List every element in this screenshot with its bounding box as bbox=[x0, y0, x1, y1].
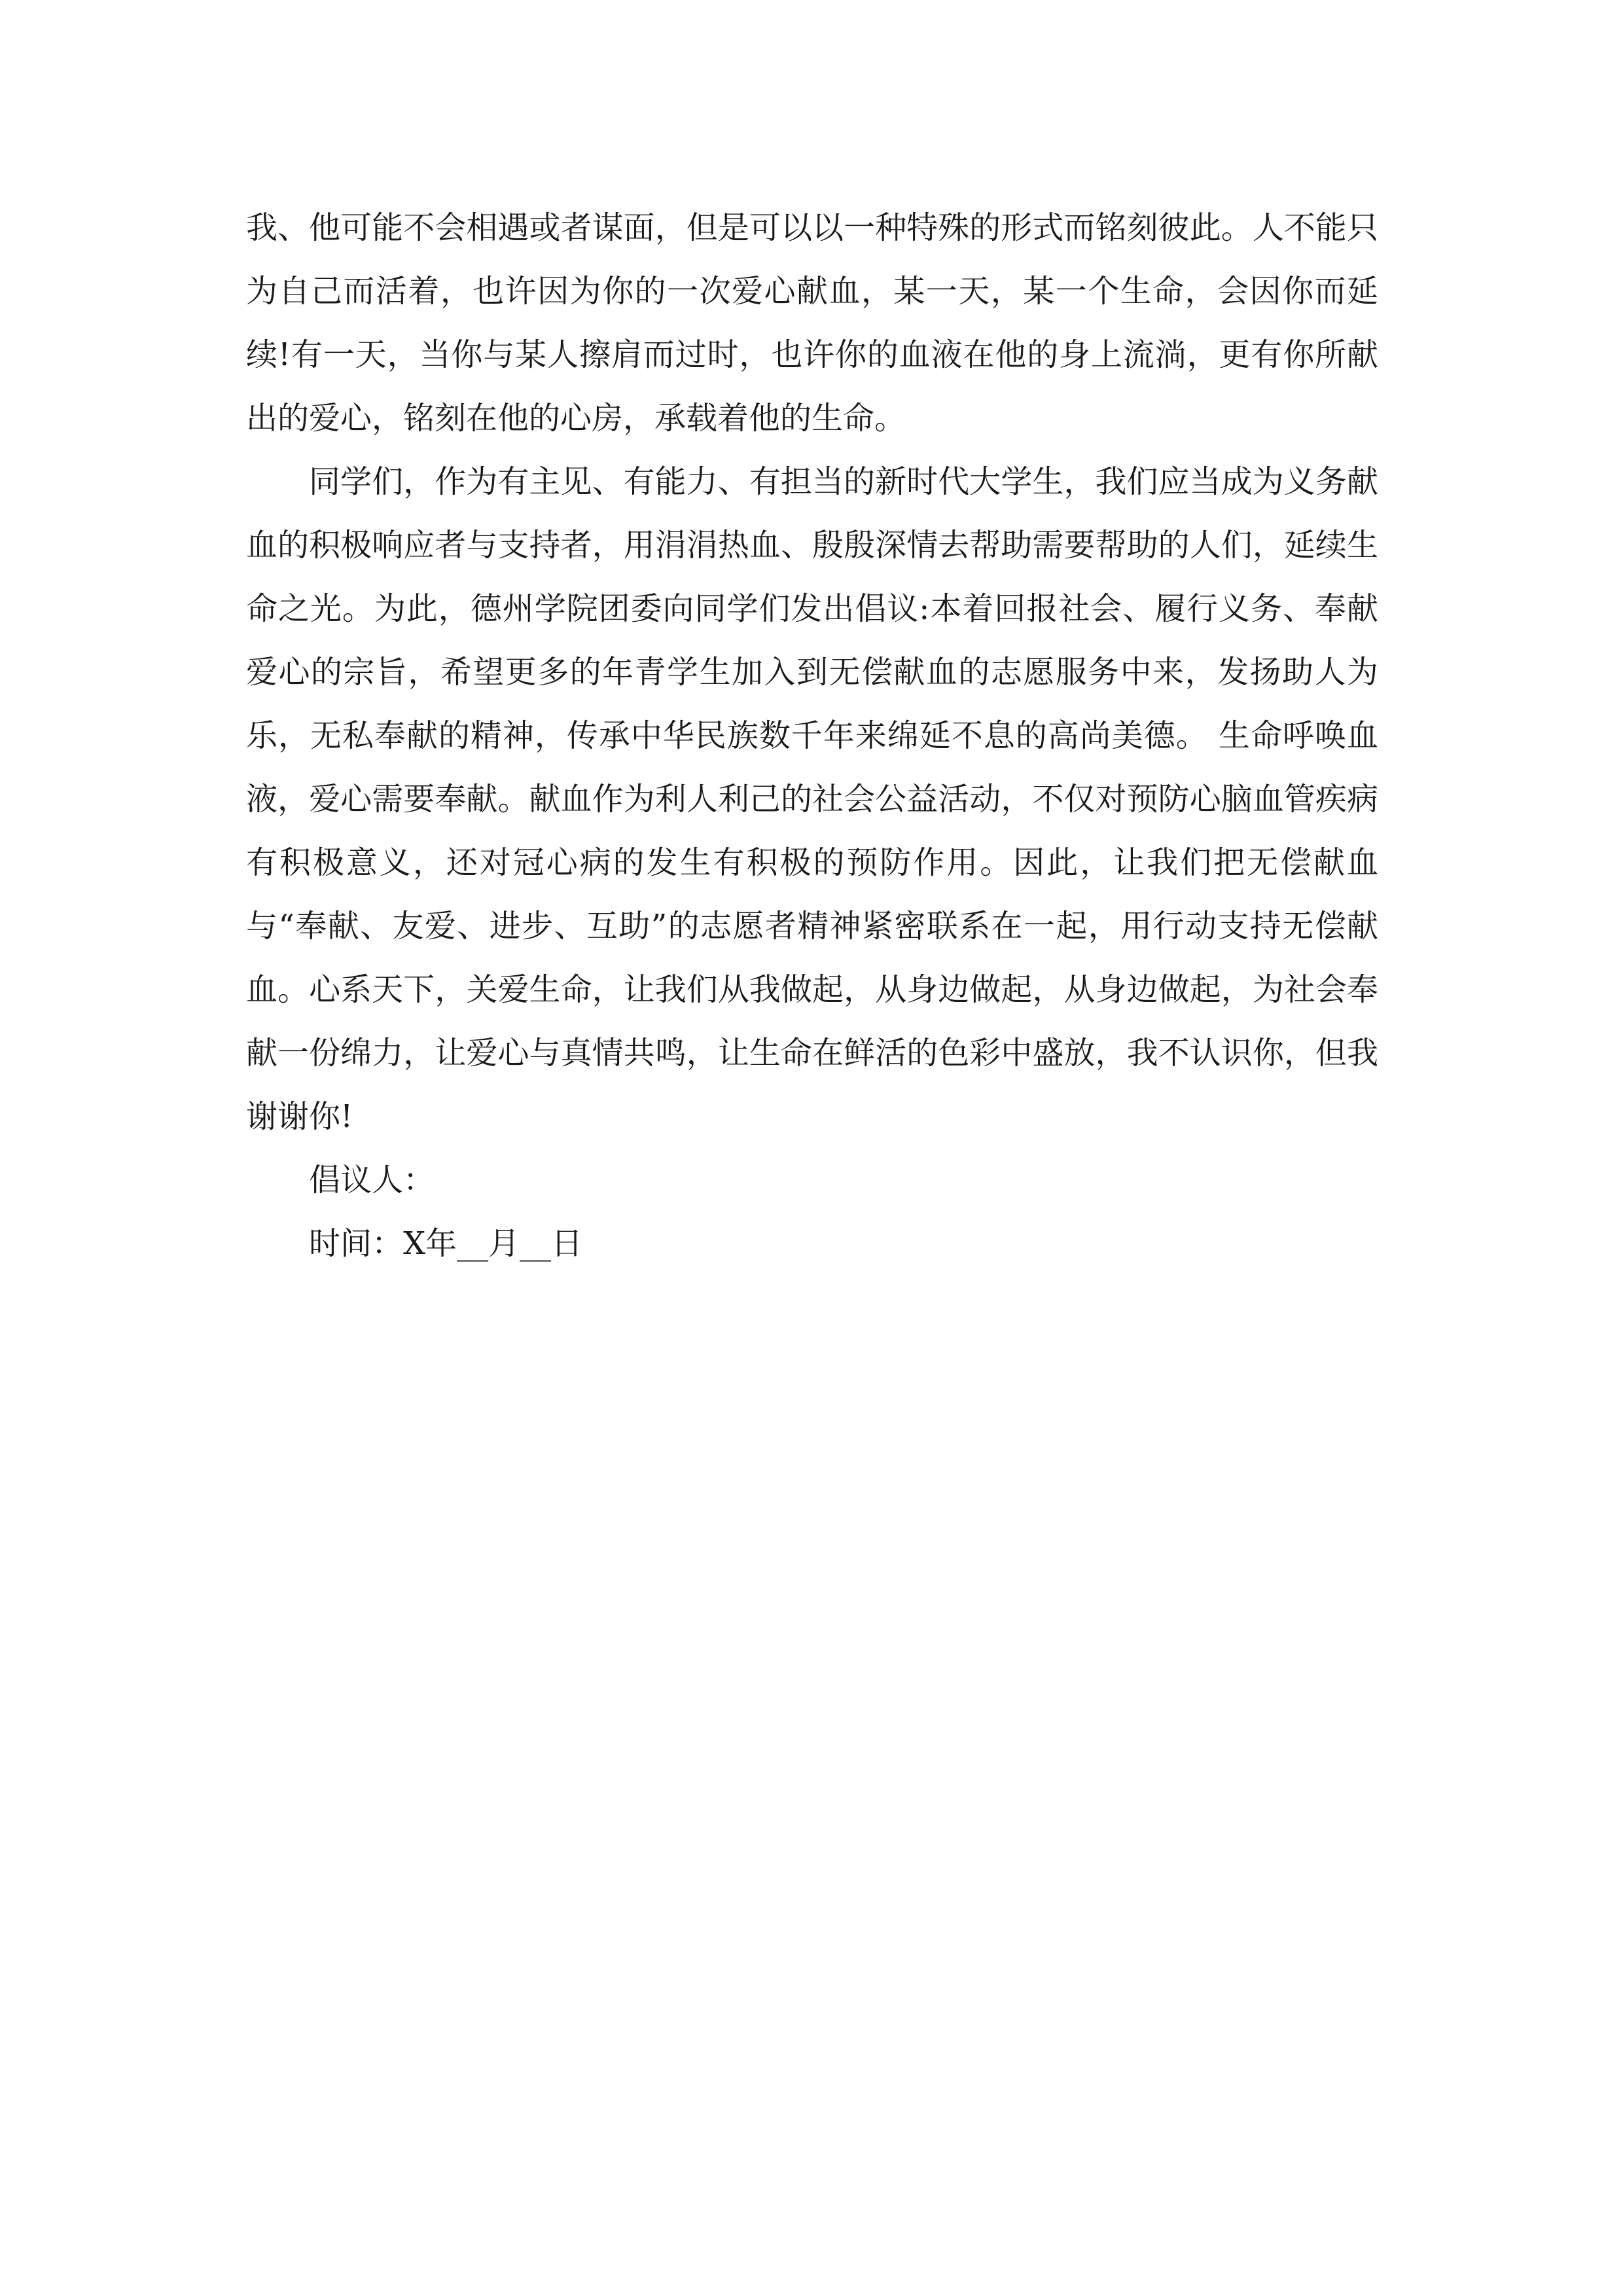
paragraph-2: 同学们，作为有主见、有能力、有担当的新时代大学生，我们应当成为义务献血的积极响应者与支持者，用涓涓热血、殷殷深情去帮助需要帮助的人们，延续生命之光。为此，德州学院团委向同学们发出倡议:本着回报社会、履行义务、奉献爱心的宗旨，希望更多的年青学生加入到无偿献血的志愿服务中来，发扬助人为乐，无私奉献的精神，传承中华民族数千年来绵延不息的高尚美德。 生命呼唤血液，爱心需要奉献。献血作为利人利己的社会公益活动，不仅对预防心脑血管疾病有积极意义，还对冠心病的发生有积极的预防作用。因此，让我们把无偿献血与“奉献、友爱、进步、互助”的志愿者精神紧密联系在一起，用行动支持无偿献血。心系天下，关爱生命，让我们从我做起，从身边做起，从身边做起，为社会奉献一份绵力，让爱心与真情共鸣，让生命在鲜活的色彩中盛放，我不认识你，但我谢谢你! bbox=[246, 463, 1378, 1135]
paragraph-1: 我、他可能不会相遇或者谋面，但是可以以一种特殊的形式而铭刻彼此。人不能只为自己而活着，也许因为你的一次爱心献血，某一天，某一个生命，会因你而延续!有一天，当你与某人擦肩而过时，也许你的血液在他的身上流淌，更有你所献出的爱心，铭刻在他的心房，承载着他的生命。 bbox=[246, 209, 1378, 437]
document-body bbox=[246, 196, 1378, 1276]
date-line: 时间：X年__月__日 bbox=[309, 1225, 583, 1262]
proposer-label: 倡议人： bbox=[309, 1162, 435, 1198]
